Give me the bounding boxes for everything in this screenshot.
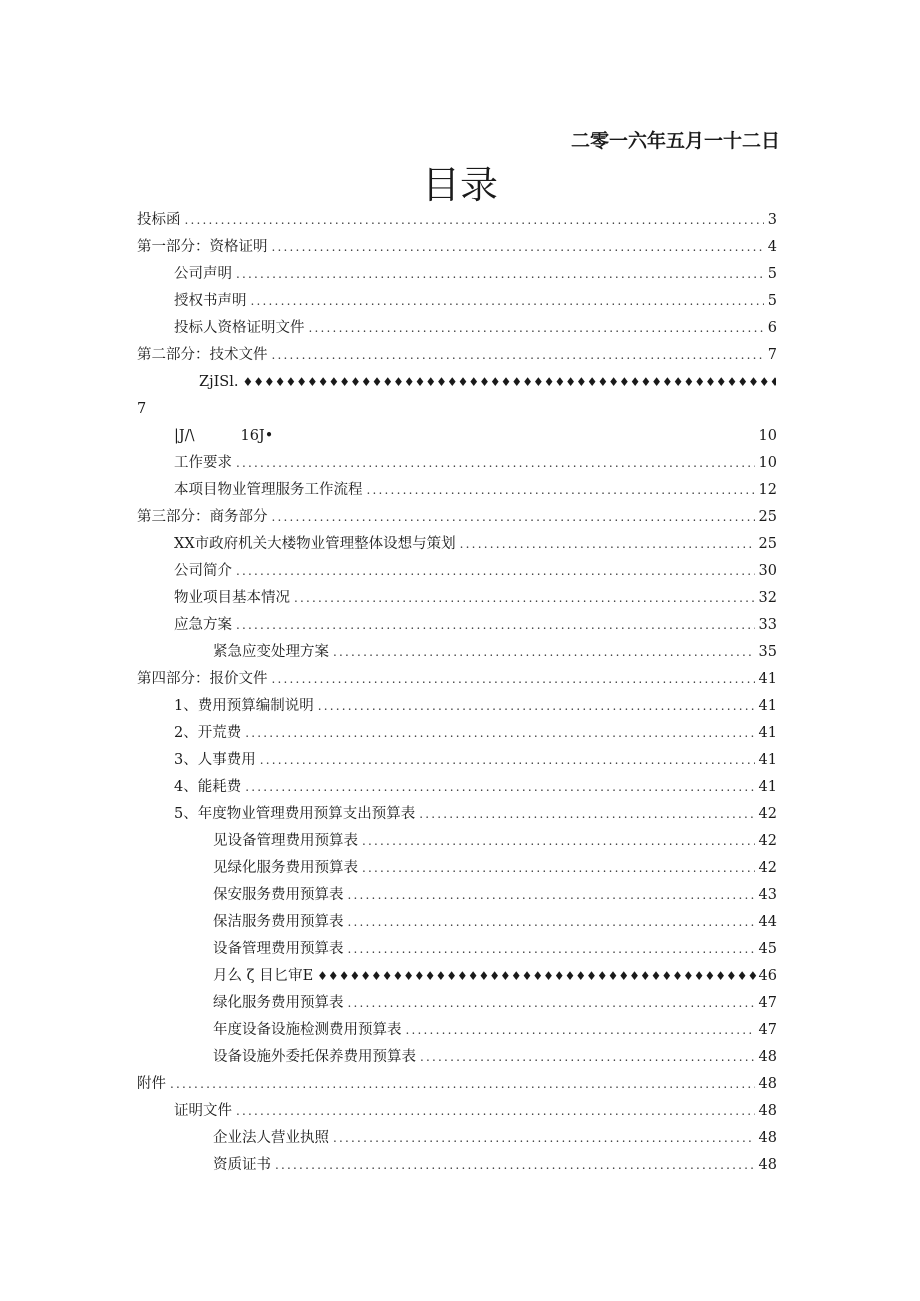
- toc-entry-label: 5、年度物业管理费用预算支出预算表: [174, 806, 416, 822]
- toc-entry-page: 35: [758, 644, 777, 660]
- toc-entry-label-suffix: 16J•: [240, 428, 274, 444]
- dot-leader: [318, 693, 755, 720]
- toc-entry-label: XX市政府机关大楼物业管理整体设想与策划: [174, 536, 456, 552]
- toc-entry[interactable]: [137, 261, 777, 288]
- toc-entry[interactable]: [137, 666, 777, 693]
- toc-entry-label: 资质证书: [213, 1157, 271, 1173]
- toc-entry-label: 物业项目基本情况: [174, 590, 290, 606]
- toc-entry-page: 48: [758, 1076, 777, 1092]
- toc-entry[interactable]: [137, 720, 777, 747]
- toc-entry[interactable]: [137, 882, 777, 909]
- dot-leader: [236, 612, 755, 639]
- toc-entry-page: 41: [758, 725, 777, 741]
- toc-entry-page: 10: [758, 455, 777, 471]
- toc-entry-label: 月么 ζ 目匕审E: [213, 968, 314, 984]
- dot-leader: [362, 828, 755, 855]
- toc-entry-page: 30: [758, 563, 777, 579]
- dot-leader: [420, 1044, 755, 1071]
- toc-entry-label: 证明文件: [174, 1103, 232, 1119]
- toc-entry[interactable]: [137, 423, 777, 450]
- toc-entry[interactable]: [137, 936, 777, 963]
- dot-leader: [272, 504, 755, 531]
- toc-entry[interactable]: [137, 1044, 777, 1071]
- toc-entry-label: 第二部分：技术文件: [137, 347, 268, 363]
- dot-leader: [294, 585, 755, 612]
- dot-leader: [348, 936, 755, 963]
- toc-entry-label: 保洁服务费用预算表: [213, 914, 344, 930]
- toc-entry[interactable]: [137, 612, 777, 639]
- toc-entry-label: 设备设施外委托保养费用预算表: [213, 1049, 416, 1065]
- dot-leader: [406, 1017, 755, 1044]
- toc-entry-label: 保安服务费用预算表: [213, 887, 344, 903]
- dot-leader: [272, 234, 764, 261]
- toc-entry-page: 6: [767, 320, 777, 336]
- dot-leader: [245, 720, 754, 747]
- toc-entry[interactable]: [137, 450, 777, 477]
- toc-entry-label: 见设备管理费用预算表: [213, 833, 358, 849]
- toc-entry[interactable]: [137, 207, 777, 234]
- dot-leader: [251, 288, 764, 315]
- toc-entry-page: 25: [758, 536, 777, 552]
- table-of-contents: [137, 207, 777, 1179]
- toc-entry[interactable]: [137, 1098, 777, 1125]
- toc-entry-page: 41: [758, 752, 777, 768]
- toc-entry-label: 公司声明: [174, 266, 232, 282]
- toc-entry[interactable]: [137, 504, 777, 531]
- toc-entry-label: 4、能耗费: [174, 779, 242, 795]
- toc-entry[interactable]: [137, 1152, 777, 1179]
- toc-entry-page: 46: [758, 968, 777, 984]
- toc-entry-label: 工作要求: [174, 455, 232, 471]
- toc-entry[interactable]: [137, 801, 777, 828]
- toc-entry[interactable]: [137, 1125, 777, 1152]
- toc-entry-label: ZjISl.: [199, 374, 239, 390]
- toc-entry-page: 25: [758, 509, 777, 525]
- toc-entry-page: 41: [758, 671, 777, 687]
- toc-entry-label: 年度设备设施检测费用预算表: [213, 1022, 402, 1038]
- toc-entry-page: 43: [758, 887, 777, 903]
- toc-entry-label: 附件: [137, 1076, 166, 1092]
- toc-entry-page: 47: [758, 995, 777, 1011]
- dot-leader: [333, 639, 755, 666]
- dot-leader: [333, 1125, 755, 1152]
- toc-entry-label: 绿化服务费用预算表: [213, 995, 344, 1011]
- dot-leader: [245, 774, 754, 801]
- dot-leader: [185, 207, 764, 234]
- toc-entry[interactable]: [137, 747, 777, 774]
- toc-entry-label: 本项目物业管理服务工作流程: [174, 482, 363, 498]
- dot-leader: [348, 882, 755, 909]
- toc-entry[interactable]: [137, 369, 777, 396]
- toc-entry-label: 见绿化服务费用预算表: [213, 860, 358, 876]
- toc-entry-page: 42: [758, 833, 777, 849]
- toc-entry-page: 3: [767, 212, 777, 228]
- dot-leader: [272, 342, 764, 369]
- toc-entry-page: 41: [758, 779, 777, 795]
- dot-leader: [236, 450, 755, 477]
- toc-entry-page: 42: [758, 806, 777, 822]
- toc-entry-page: 33: [758, 617, 777, 633]
- toc-entry-page: 7: [767, 347, 777, 363]
- dot-leader: [348, 909, 755, 936]
- toc-entry-label: 紧急应变处理方案: [213, 644, 329, 660]
- toc-entry-page: 10: [758, 428, 777, 444]
- toc-entry-page: 48: [758, 1130, 777, 1146]
- diamond-leader: [317, 963, 757, 990]
- document-date: 二零一六年五月一十二日: [570, 130, 780, 152]
- toc-entry[interactable]: [137, 585, 777, 612]
- dot-leader: [309, 315, 764, 342]
- toc-entry-label: |J/\: [174, 428, 195, 444]
- toc-entry-page: 48: [758, 1157, 777, 1173]
- dot-leader: [362, 855, 755, 882]
- toc-entry-label: 1、费用预算编制说明: [174, 698, 314, 714]
- dot-leader: [460, 531, 755, 558]
- toc-entry-label: 应急方案: [174, 617, 232, 633]
- toc-entry-label: 3、人事费用: [174, 752, 256, 768]
- toc-entry[interactable]: [137, 855, 777, 882]
- dot-leader: [236, 261, 764, 288]
- toc-entry-label: 投标函: [137, 212, 181, 228]
- toc-entry-page: 47: [758, 1022, 777, 1038]
- toc-entry[interactable]: [137, 1071, 777, 1098]
- toc-entry-label: 设备管理费用预算表: [213, 941, 344, 957]
- toc-entry-page: 5: [767, 266, 777, 282]
- toc-entry[interactable]: [137, 342, 777, 369]
- dot-leader: [348, 990, 755, 1017]
- toc-entry-page: 7: [137, 401, 147, 417]
- toc-entry-page: 4: [767, 239, 777, 255]
- toc-entry-page: 44: [758, 914, 777, 930]
- toc-entry-page: 48: [758, 1049, 777, 1065]
- toc-entry-page: 32: [758, 590, 777, 606]
- toc-entry[interactable]: [137, 234, 777, 261]
- toc-entry[interactable]: [137, 1017, 777, 1044]
- dot-leader: [236, 558, 755, 585]
- dot-leader: [275, 1152, 755, 1179]
- toc-entry-page: 42: [758, 860, 777, 876]
- toc-entry-label: 第一部分：资格证明: [137, 239, 268, 255]
- toc-entry[interactable]: [137, 639, 777, 666]
- toc-entry-continuation: [137, 396, 777, 423]
- toc-entry-label: 投标人资格证明文件: [174, 320, 305, 336]
- toc-entry-page: 45: [758, 941, 777, 957]
- dot-leader: [236, 1098, 755, 1125]
- toc-entry-page: 48: [758, 1103, 777, 1119]
- toc-entry-label: 第四部分：报价文件: [137, 671, 268, 687]
- page-title: 目录: [421, 163, 498, 207]
- toc-entry[interactable]: [137, 288, 777, 315]
- toc-entry[interactable]: [137, 531, 777, 558]
- toc-entry-page: 5: [767, 293, 777, 309]
- dot-leader: [367, 477, 755, 504]
- dot-leader: [419, 801, 754, 828]
- toc-entry-label: 企业法人营业执照: [213, 1130, 329, 1146]
- toc-entry-page: 12: [758, 482, 777, 498]
- toc-entry-label: 授权书声明: [174, 293, 247, 309]
- toc-entry[interactable]: [137, 828, 777, 855]
- toc-entry[interactable]: [137, 963, 777, 990]
- diamond-leader: [242, 369, 776, 396]
- toc-entry-label: 2、开荒费: [174, 725, 242, 741]
- toc-entry[interactable]: [137, 477, 777, 504]
- dot-leader: [272, 666, 755, 693]
- toc-entry[interactable]: [137, 558, 777, 585]
- toc-entry[interactable]: [137, 774, 777, 801]
- toc-entry[interactable]: [137, 990, 777, 1017]
- dot-leader: [170, 1071, 755, 1098]
- toc-entry-label: 第三部分：商务部分: [137, 509, 268, 525]
- toc-entry[interactable]: [137, 909, 777, 936]
- toc-entry-label: 公司简介: [174, 563, 232, 579]
- toc-entry-page: 41: [758, 698, 777, 714]
- toc-entry[interactable]: [137, 693, 777, 720]
- dot-leader: [260, 747, 755, 774]
- toc-entry[interactable]: [137, 315, 777, 342]
